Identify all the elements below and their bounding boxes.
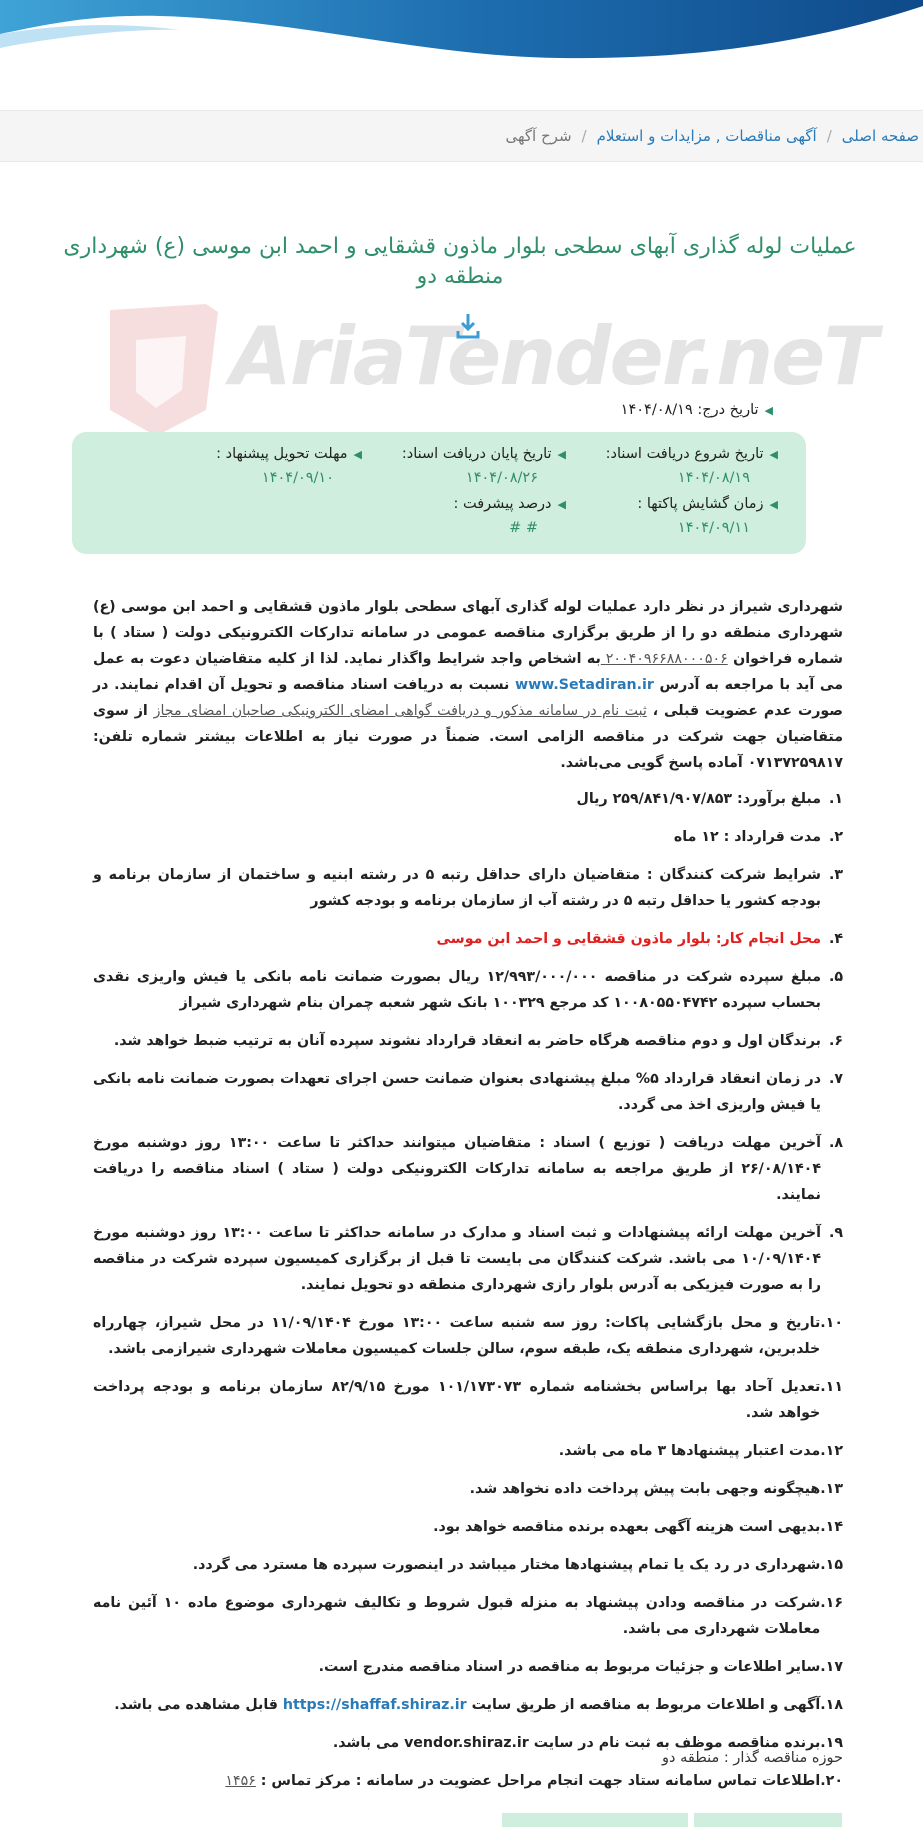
list-item-text [93,786,821,812]
list-item-number: ۱۳. [820,1481,843,1497]
breadcrumb-separator: / [581,127,587,145]
triangle-bullet-icon: ◀ [557,498,566,511]
page-title: عملیات لوله گذاری آبهای سطحی بلوار ماذون قشقایی و احمد ابن موسی (ع) شهرداری منطقه دو [63,234,857,289]
list-item-content: سایر اطلاعات و جزئیات مربوط به مناقصه در اسناد مناقصه مندرج است. [318,1659,821,1675]
deadline-cell [216,446,362,486]
intro-text: شهرداری شیراز در نظر دارد [637,599,843,615]
deadline-label: مهلت تحویل پیشنهاد : [216,446,348,462]
list-item [93,1476,843,1502]
list-item-number: ۴. [828,931,843,947]
intro-text: را از طریق برگزاری مناقصه عمومی در سامانه تدارکات الکترونیکی دولت ( ستاد ) با شماره فراخوان [93,625,843,667]
list-item-number: ۱۹. [820,1735,843,1751]
end-date-label: تاریخ پایان دریافت اسناد: [401,446,552,462]
breadcrumb [0,110,923,162]
list-item-text [93,1476,820,1502]
list-item-number: ۶. [828,1033,843,1049]
list-item-number: ۱۴. [820,1519,843,1535]
list-item-content: شرکت در مناقصه ودادن پیشنهاد به منزله قبول شروط و تکالیف شهرداری موضوع ماده ۱۰ آئین نامه معاملات شهرداری می باشد. [93,1595,821,1637]
intro-text: عملیات لوله گذاری آبهای سطحی بلوار ماذون قشقایی و احمد ابن موسی (ع) شهرداری منطقه دو [93,599,843,641]
list-item-content: آخرین مهلت ارائه پیشنهادات و ثبت اسناد و مدارک در سامانه حداکثر تا ساعت ۱۳:۰۰ روز دوشنبه مورخ ۱۰/۰۹/۱۴۰۴ می باشد. شرکت کنندگان می بایست تا قبل از برگزاری کمیسیون سپرده شرکت در مناقصه را به صورت فیزیکی به آدرس بلوار رازی شهرداری منطقه دو تحویل نمایند. [93,1225,822,1293]
list-item-number: ۱۱. [820,1379,843,1395]
start-date-label: تاریخ شروع دریافت اسناد: [605,446,764,462]
list-item-content: برندگان اول و دوم مناقصه هرگاه حاضر به انعقاد قرارداد نشوند سپرده آنان به ترتیب ضبط خواهد شد. [113,1033,821,1049]
list-item-number: ۱۷. [820,1659,843,1675]
triangle-bullet-icon: ◀ [764,404,773,417]
list-item-content: مبلغ سپرده شرکت در مناقصه ۱۲/۹۹۳/۰۰۰/۰۰۰ ریال بصورت ضمانت نامه بانکی یا فیش واریزی نقدی بحساب سپرده ۱۰۰۸۰۵۵۰۴۷۴۲ کد مرجع ۱۰۰۳۲۹ بانک شهر شعبه چمران بنام شهرداری شیراز [93,969,821,1011]
end-date-value: ۱۴۰۴/۰۸/۲۶ [465,470,538,486]
list-item-content: آخرین مهلت دریافت ( توزیع ) اسناد : متقاضیان میتوانند حداکثر تا ساعت ۱۳:۰۰ روز دوشنبه مورخ ۲۶/۰۸/۱۴۰۴ از طریق مراجعه به سامانه تدارکات الکترونیکی دولت ( ستاد ) اسناد مناقصه را دریافت نمایند. [93,1135,822,1203]
breadcrumb-separator: / [826,127,832,145]
list-item-number: ۲۰. [820,1773,843,1789]
tender-info-box [72,432,806,554]
list-item [93,1590,843,1642]
tender-zone: حوزه مناقصه گذار : منطقه دو [662,1750,843,1766]
list-item [93,1220,843,1298]
list-item-number: ۸. [828,1135,843,1151]
watermark-text: AriaTender.neT [230,310,876,403]
list-item-text [93,1028,821,1054]
list-item-text [93,1130,821,1208]
list-item [93,1768,843,1794]
breadcrumb-section-link[interactable]: آگهی مناقصات , مزایدات و استعلام [596,127,817,145]
shaffaf-link[interactable]: https://shaffaf.shiraz.ir [282,1697,467,1713]
list-item-text [93,1066,821,1118]
conditions-list [93,786,843,1794]
list-item [93,1552,843,1578]
list-item-number: ۱. [828,791,843,807]
intro-paragraph [93,594,843,776]
list-item-text [93,926,821,952]
action-button[interactable] [694,1813,842,1827]
list-item-text [93,964,821,1016]
list-item-number: ۱۵. [820,1557,843,1573]
start-date-value: ۱۴۰۴/۰۸/۱۹ [677,470,750,486]
progress-cell [454,496,566,536]
list-item [93,1438,843,1464]
list-item-number: ۱۰. [820,1315,843,1331]
list-item-number: ۲. [828,829,843,845]
list-item-number: ۹. [828,1225,843,1241]
list-item-text [93,1654,820,1680]
list-item [93,862,843,914]
registration-link[interactable]: ثبت نام در سامانه مذکور و دریافت گواهی امضای الکترونیکی صاحبان امضای مجاز [153,703,647,719]
progress-value: # # [509,520,538,536]
opening-date-cell [637,496,778,536]
list-item-content: آگهی و اطلاعات مربوط به مناقصه از طریق سایت [466,1697,821,1713]
list-item [93,1130,843,1208]
list-item [93,964,843,1016]
header-wave [0,0,923,80]
list-item-number: ۱۶. [820,1595,843,1611]
list-item-content: تاریخ و محل بازگشایی پاکات: روز سه شنبه ساعت ۱۳:۰۰ مورخ ۱۱/۰۹/۱۴۰۴ در محل شیراز، چهارراه خلدبرین، شهرداری منطقه یک، طبقه سوم، سالن جلسات کمیسیون معاملات شهرداری شیرازمی باشد. [93,1315,821,1357]
list-item [93,1692,843,1718]
list-item-text [93,1374,820,1426]
list-item-text [93,824,821,850]
list-item-number: ۷. [828,1071,843,1087]
list-item [93,1066,843,1118]
list-item-number: ۳. [828,867,843,883]
list-item-content: محل انجام کار: بلوار ماذون قشقایی و احمد ابن موسی [436,931,821,947]
list-item [93,786,843,812]
end-date-cell [402,446,566,486]
list-item-text [93,1514,820,1540]
list-item [93,1374,843,1426]
list-item-text [93,862,821,914]
list-item [93,1310,843,1362]
list-item [93,926,843,952]
list-item-content: مدت قرارداد : ۱۲ ماه [673,829,821,845]
list-item-content: هیچگونه وجهی بابت پیش پرداخت داده نخواهد شد. [469,1481,821,1497]
list-item-text [93,1590,820,1642]
triangle-bullet-icon: ◀ [769,448,778,461]
list-item-content: قابل مشاهده می باشد. [114,1697,283,1713]
tender-number-link[interactable]: ۲۰۰۴۰۹۶۶۸۸۰۰۰۵۰۶ [600,651,728,667]
opening-date-label: زمان گشایش پاکتها : [637,496,764,512]
setadiran-link[interactable]: www.Setadiran.ir [514,677,654,693]
triangle-bullet-icon: ◀ [557,448,566,461]
action-button[interactable] [502,1813,688,1827]
list-item-text [93,1552,820,1578]
download-icon[interactable] [455,312,481,340]
list-item-text [93,1438,820,1464]
intro-text: نسبت به دریافت اسناد مناقصه و تحویل آن اقدام نمایند. در صورت عدم عضویت قبلی ، [93,677,843,719]
breadcrumb-current: شرح آگهی [505,127,572,145]
deadline-value: ۱۴۰۴/۰۹/۱۰ [261,470,334,486]
triangle-bullet-icon: ◀ [353,448,362,461]
list-item-text [93,1310,820,1362]
list-item [93,1028,843,1054]
list-item-number: ۱۸. [820,1697,843,1713]
start-date-cell [606,446,778,486]
list-item-content: مدت اعتبار پیشنهادها ۳ ماه می باشد. [558,1443,821,1459]
opening-date-value: ۱۴۰۴/۰۹/۱۱ [677,520,750,536]
list-item-text [93,1768,820,1794]
intro-text: از سوی متقاضیان جهت شرکت در مناقصه الزامی است. ضمناً در صورت نیاز به اطلاعات بیشتر شماره تلفن: ۰۷۱۳۷۲۵۹۸۱۷ آماده پاسخ گویی می‌باشد. [93,703,843,771]
list-item-text [93,1220,821,1298]
progress-label: درصد پیشرفت : [453,496,552,512]
list-item-number: ۵. [828,969,843,985]
intro-text: به اشخاص واجد شرایط واگذار نماید. لذا از کلیه متقاضیان دعوت به عمل می آید با مراجعه به آدرس [93,651,843,693]
list-item-content: شهرداری در رد یک یا تمام پیشنهادها مختار میباشد در اینصورت سپرده ها مسترد می گردد. [192,1557,821,1573]
list-item-content: اطلاعات تماس سامانه ستاد جهت انجام مراحل عضویت در سامانه : مرکز تماس : [255,1773,821,1789]
call-center-number[interactable]: ۱۴۵۶ [225,1773,256,1789]
breadcrumb-home-link[interactable]: صفحه اصلی [841,127,919,145]
list-item [93,1654,843,1680]
publish-date-text: تاریخ درج: ۱۴۰۴/۰۸/۱۹ [620,402,759,418]
list-item-content: تعدیل آحاد بها براساس بخشنامه شماره ۱۰۱/۱۷۳۰۷۳ مورخ ۸۲/۹/۱۵ سازمان برنامه و بودجه پرداخت خواهد شد. [93,1379,821,1421]
triangle-bullet-icon: ◀ [769,498,778,511]
list-item-content: برنده مناقصه موظف به ثبت نام در سایت vendor.shiraz.ir می باشد. [332,1735,821,1751]
list-item-content: شرایط شرکت کنندگان : متقاضیان دارای حداقل رتبه ۵ در رشته ابنیه و ساختمان از سازمان برنامه و بودجه کشور یا حداقل رتبه ۵ در رشته آب از سازمان برنامه و بودجه کشور [93,867,822,909]
publish-date [621,402,773,418]
list-item-content: بدیهی است هزینه آگهی بعهده برنده مناقصه خواهد بود. [433,1519,821,1535]
list-item-number: ۱۲. [820,1443,843,1459]
list-item [93,1514,843,1540]
list-item [93,824,843,850]
tender-description [93,594,843,1806]
list-item-content: در زمان انعقاد قرارداد ۵% مبلغ پیشنهادی بعنوان ضمانت حسن اجرای تعهدات بصورت ضمانت نامه بانکی یا فیش واریزی اخذ می گردد. [93,1071,821,1113]
list-item-text [93,1692,820,1718]
list-item-content: مبلغ برآورد: ۲۵۹/۸۴۱/۹۰۷/۸۵۳ ریال [576,791,821,807]
